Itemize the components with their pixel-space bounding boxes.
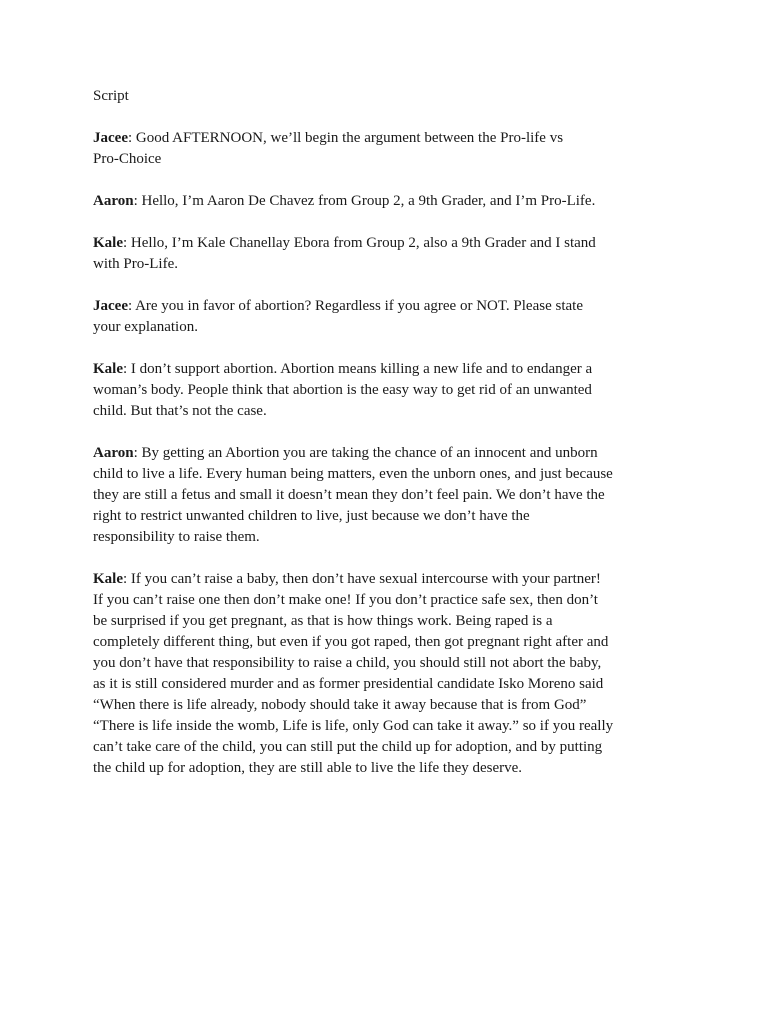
dialogue-entry <box>93 359 693 422</box>
dialogue-entry <box>93 569 693 779</box>
dialogue-line <box>93 191 693 212</box>
speaker-name: Aaron <box>93 193 134 209</box>
dialogue-text: : Good AFTERNOON, we’ll begin the argument between the Pro-life vs <box>127 130 564 146</box>
dialogue-line: “When there is life already, nobody should take it away because that is from God” <box>93 697 587 713</box>
dialogue-entry <box>93 296 693 338</box>
dialogue-line: “There is life inside the womb, Life is life, only God can take it away.” so if you really <box>93 718 614 734</box>
dialogue-line: Pro-Choice <box>93 151 162 167</box>
script-title: Script <box>93 88 129 104</box>
script-body <box>93 86 693 800</box>
speaker-name: Jacee <box>93 130 128 146</box>
dialogue-entry <box>93 191 693 212</box>
speaker-name: Jacee <box>93 298 128 314</box>
speaker-name: Kale <box>93 361 123 377</box>
dialogue-line: child. But that’s not the case. <box>93 403 267 419</box>
dialogue-entry <box>93 233 693 275</box>
dialogue-text: : Are you in favor of abortion? Regardless if you agree or NOT. Please state <box>127 298 583 314</box>
speaker-name: Kale <box>93 571 123 587</box>
dialogue-line <box>93 296 693 317</box>
dialogue-line: child to live a life. Every human being matters, even the unborn ones, and just because <box>93 466 613 482</box>
dialogue-line: the child up for adoption, they are still able to live the life they deserve. <box>93 760 523 776</box>
dialogue-line: right to restrict unwanted children to live, just because we don’t have the <box>93 508 530 524</box>
dialogue-line: If you can’t raise one then don’t make one! If you don’t practice safe sex, then don’t <box>93 592 598 608</box>
dialogue-text: : I don’t support abortion. Abortion means killing a new life and to endanger a <box>123 361 593 377</box>
speaker-name: Aaron <box>93 445 134 461</box>
dialogue-line: woman’s body. People think that abortion is the easy way to get rid of an unwanted <box>93 382 592 398</box>
dialogue-line <box>93 443 693 464</box>
dialogue-line: completely different thing, but even if you got raped, then got pregnant right after and <box>93 634 609 650</box>
dialogue-line: responsibility to raise them. <box>93 529 260 545</box>
dialogue-line <box>93 569 693 590</box>
dialogue-line: can’t take care of the child, you can still put the child up for adoption, and by putting <box>93 739 603 755</box>
dialogue-line: with Pro-Life. <box>93 256 178 272</box>
speaker-name: Kale <box>93 235 123 251</box>
dialogue-line <box>93 359 693 380</box>
dialogue-line: you don’t have that responsibility to raise a child, you should still not abort the baby, <box>93 655 602 671</box>
dialogue-line: as it is still considered murder and as former presidential candidate Isko Moreno said <box>93 676 604 692</box>
dialogue-line: they are still a fetus and small it doesn’t mean they don’t feel pain. We don’t have the <box>93 487 605 503</box>
dialogue-entry <box>93 443 693 548</box>
dialogue-line: be surprised if you get pregnant, as that is how things work. Being raped is a <box>93 613 553 629</box>
dialogue-line <box>93 233 693 254</box>
dialogue-text: : Hello, I’m Kale Chanellay Ebora from Group 2, also a 9th Grader and I stand <box>123 235 596 251</box>
dialogue-entry <box>93 128 693 170</box>
dialogue-line: your explanation. <box>93 319 198 335</box>
dialogue-text: : If you can’t raise a baby, then don’t have sexual intercourse with your partner! <box>123 571 601 587</box>
dialogue-text: : Hello, I’m Aaron De Chavez from Group 2, a 9th Grader, and I’m Pro-Life. <box>133 193 596 209</box>
dialogue-line <box>93 128 693 149</box>
dialogue-text: : By getting an Abortion you are taking the chance of an innocent and unborn <box>133 445 598 461</box>
